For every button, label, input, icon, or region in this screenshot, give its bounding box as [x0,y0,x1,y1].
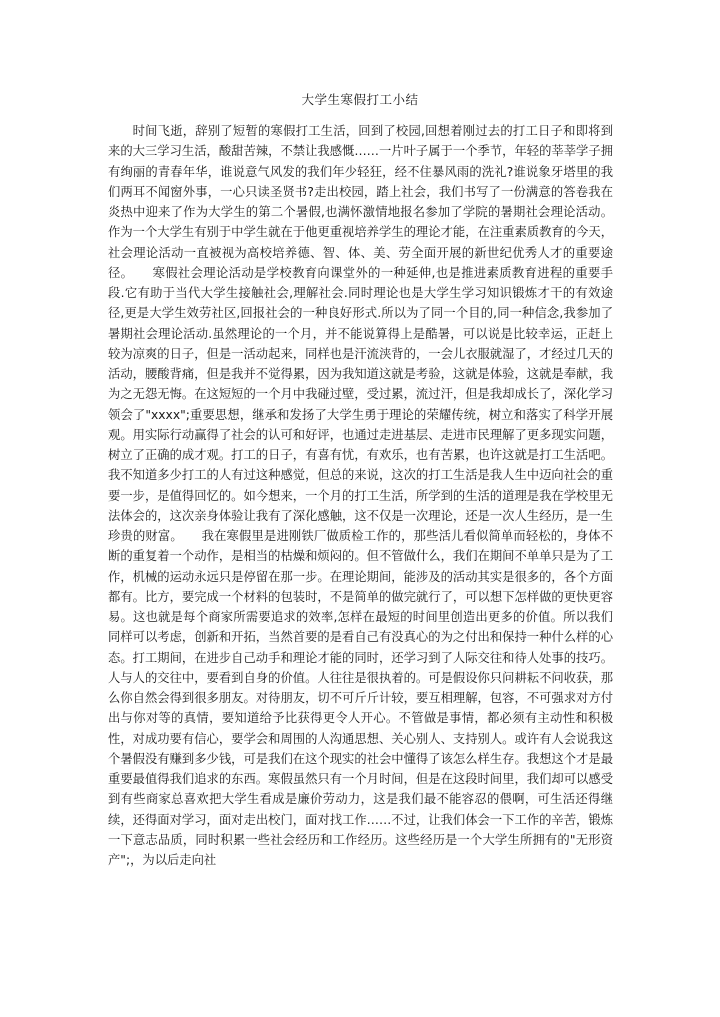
document-title: 大学生寒假打工小结 [301,92,419,107]
document-body-text: 时间飞逝，辞别了短暂的寒假打工生活，回到了校园,回想着刚过去的打工日子和即将到来的大三学习生活，酸甜苦辣，不禁让我感慨……一片叶子属于一个季节，年轻的莘莘学子拥有绚丽的青春年华，谁说意气风发的我们年少轻狂，经不住暴风雨的洗礼?谁说象牙塔里的我们两耳不闻窗外事，一心只读圣贤书?走出校园，踏上社会，我们书写了一份满意的答卷我在炎热中迎来了作为大学生的第二个暑假,也满怀激情地报名参加了学院的暑期社会理论活动。作为一个大学生有别于中学生就在于他更重视培养学生的理论才能，在注重素质教育的今天，社会理论活动一直被视为高校培养德、智、体、美、劳全面开展的新世纪优秀人才的重要途径。 寒假社会理论活动是学校教育向课堂外的一种延伸,也是推进素质教育进程的重要手段.它有助于当代大学生接触社会,理解社会.同时理论也是大学生学习知识锻炼才干的有效途径,更是大学生效劳社区,回报社会的一种良好形式.所以为了同一个目的,同一种信念,我参加了暑期社会理论活动.虽然理论的一个月，并不能说算得上是酷暑，可以说是比较幸运，正赶上较为凉爽的日子，但是一活动起来，同样也是汗流浃背的，一会儿衣服就湿了，才经过几天的活动，腰酸背痛，但是我并不觉得累，因为我知道这就是考验，这就是体验，这就是奉献，我为之无怨无悔。在这短短的一个月中我碰过壁，受过累，流过汗，但是我却成长了，深化学习领会了"xxxx";重要思想，继承和发扬了大学生勇于理论的荣耀传统，树立和落实了科学开展观。用实际行动赢得了社会的认可和好评，也通过走进基层、走进市民理解了更多现实问题，树立了正确的成才观。打工的日子，有喜有忧，有欢乐，也有苦累，也许这就是打工生活吧。我不知道多少打工的人有过这种感觉，但总的来说，这次的打工生活是我人生中迈向社会的重要一步，是值得回忆的。如今想来，一个月的打工生活，所学到的生活的道理是我在学校里无法体会的，这次亲身体验让我有了深化感触，这不仅是一次理论，还是一次人生经历，是一生珍贵的财富。 我在寒假里是进刚铁厂做质检工作的，那些活儿看似简单而轻松的，身体不断的重复着一个动作，是相当的枯燥和烦闷的。但不管做什么，我们在期间不单单只是为了工作，机械的运动永远只是停留在那一步。在理论期间，能涉及的活动其实是很多的，各个方面都有。比方，要完成一个材料的包装时，不是简单的做完就行了，可以想下怎样做的更快更容易。这也就是每个商家所需要追求的效率,怎样在最短的时间里创造出更多的价值。所以我们同样可以考虑，创新和开拓，当然首要的是看自己有没真心的为之付出和保持一种什么样的心态。打工期间，在进步自己动手和理论才能的同时，还学习到了人际交往和待人处事的技巧。人与人的交往中，要看到自身的价值。人往往是很执着的。可是假设你只问耕耘不问收获，那么你自然会得到很多朋友。对待朋友，切不可斤斤计较，要互相理解，包容，不可强求对方付出与你对等的真情，要知道给予比获得更令人开心。不管做是事情，都必须有主动性和积极性，对成功要有信心，要学会和周围的人沟通思想、关心别人、支持别人。或许有人会说我这个暑假没有赚到多少钱，可是我们在这个现实的社会中懂得了该怎么样生存。我想这个才是最重要最值得我们追求的东西。寒假虽然只有一个月时间，但是在这段时间里，我们却可以感受到有些商家总喜欢把大学生看成是廉价劳动力，这是我们最不能容忍的偎啊，可生活还得继续，还得面对学习，面对走出校门，面对找工作……不过，让我们体会一下工作的辛苦，锻炼一下意志品质，同时积累一些社会经历和工作经历。这些经历是一个大学生所拥有的"无形资产";，为以后走向社 [108,124,613,867]
